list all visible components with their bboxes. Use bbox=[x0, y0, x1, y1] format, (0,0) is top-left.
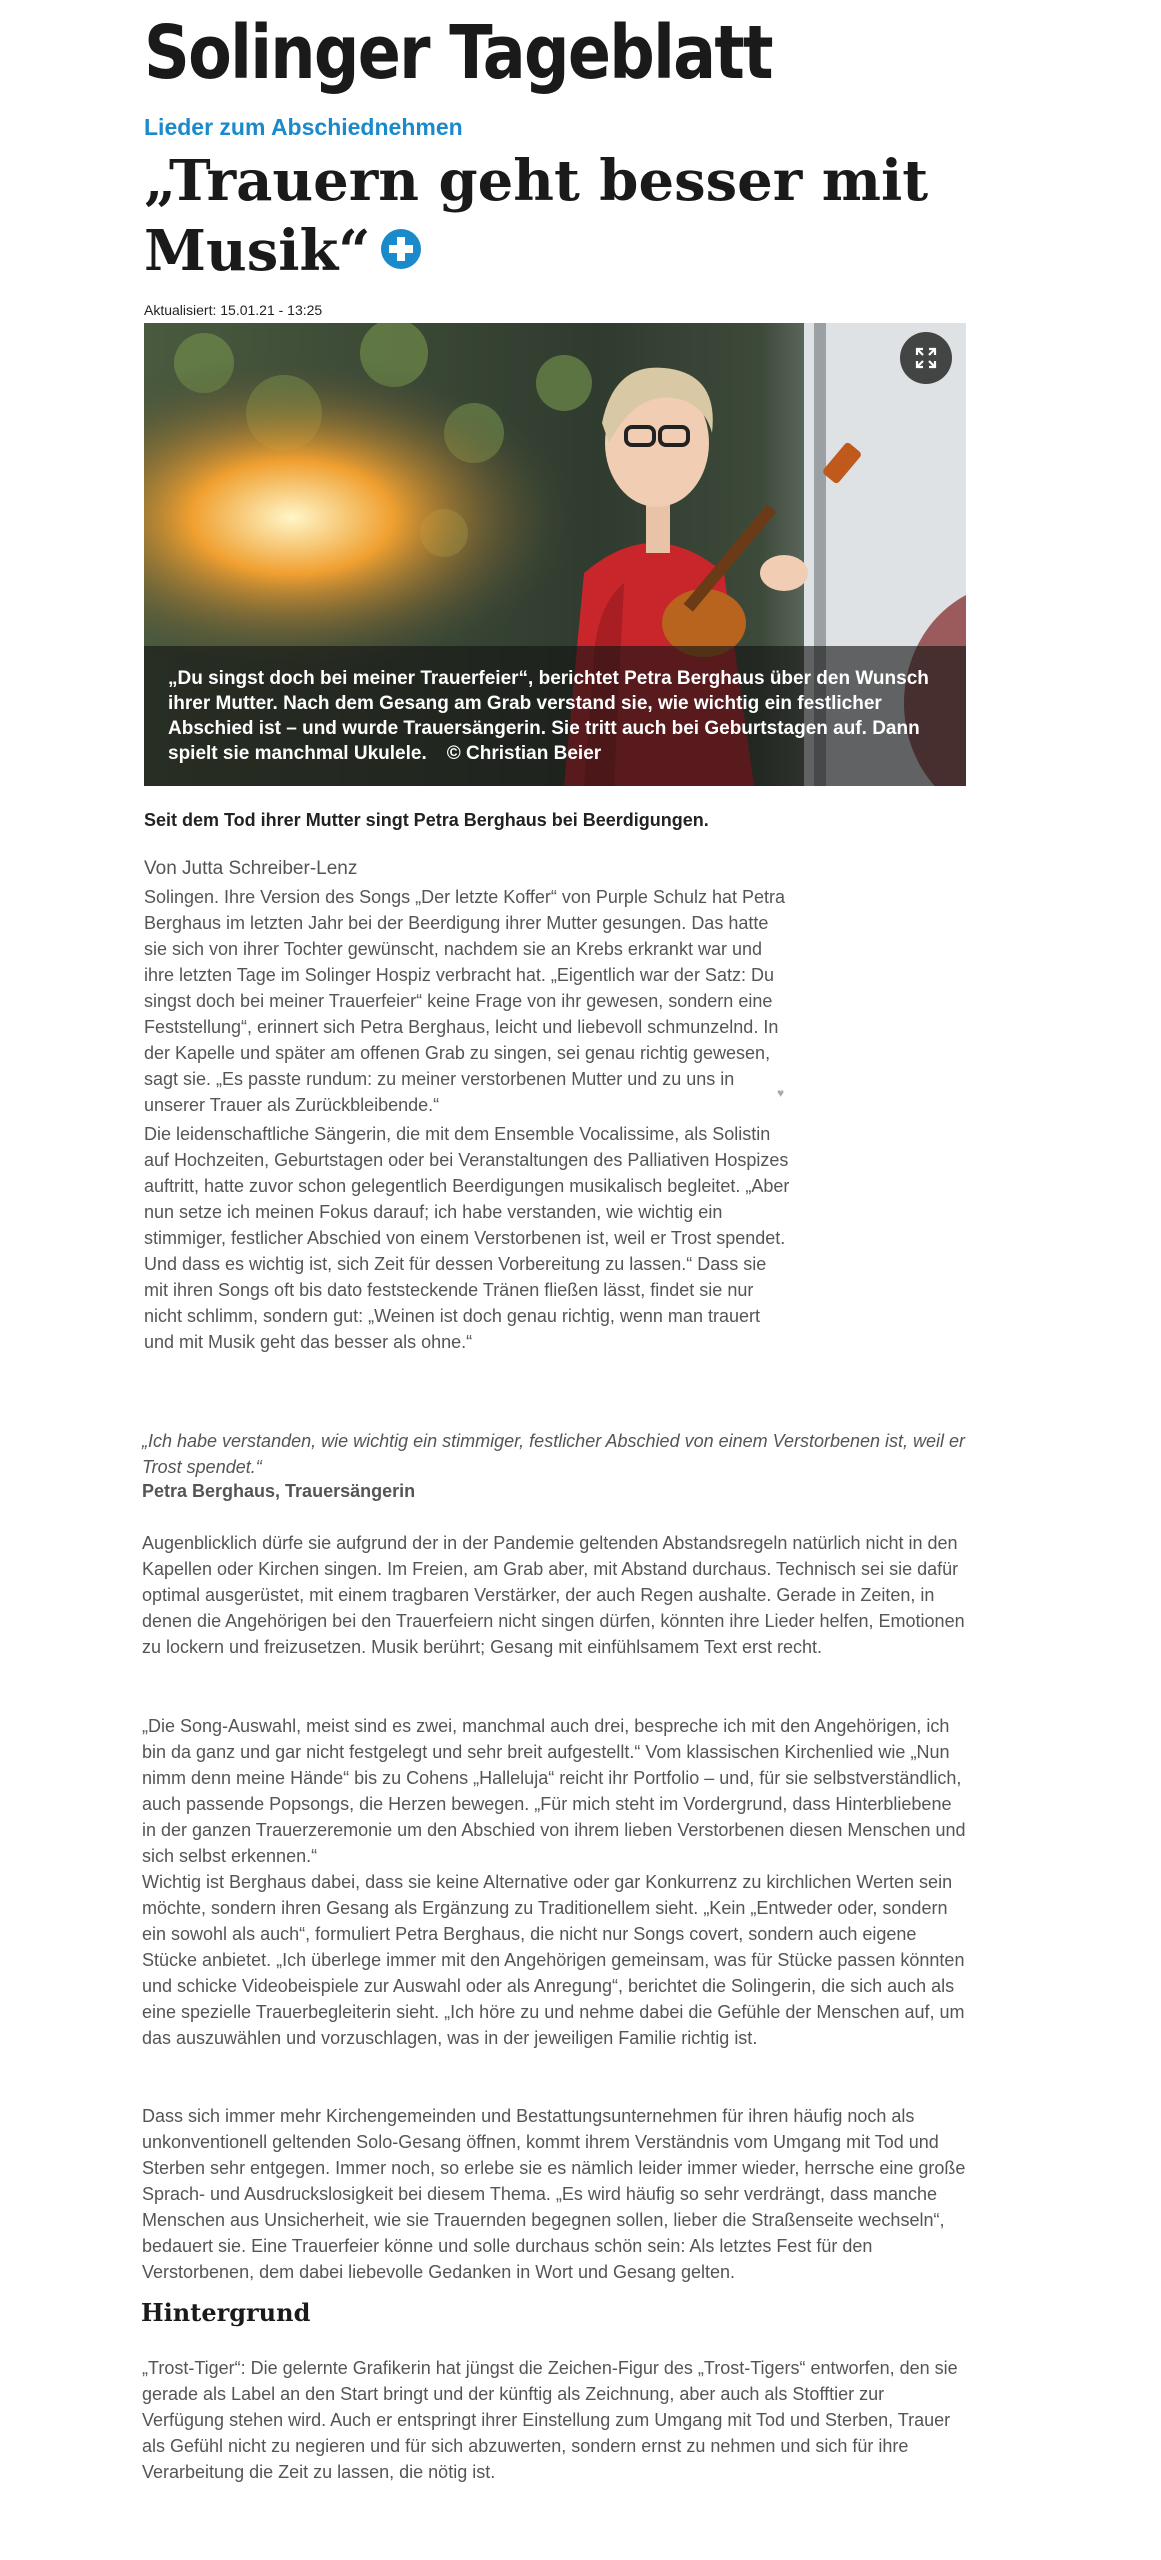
paragraph-text: „Die Song-Auswahl, meist sind es zwei, manchmal auch drei, bespreche ich mit den Angehörigen, ich bin da ganz und gar nicht festgelegt und sehr breit aufgestellt.“ Vom klassischen Kirchenlied wie „Nun nimm denn meine Hände“ bis zu Cohens „Halleluja“ reicht ihr Portfolio – und, für sie selbstverständlich, auch passende Popsongs, die Herzen bewegen. „Für mich steht im Vordergrund, dass Hinterbliebene in der ganzen Trauerzeremonie um den Abschied von ihrem lieben Verstorbenen diesen Menschen und sich selbst erkennen.“ bbox=[142, 1716, 966, 1866]
follow-plus-icon[interactable] bbox=[381, 229, 421, 269]
fullscreen-button[interactable] bbox=[900, 332, 952, 384]
caption-text: „Du singst doch bei meiner Trauerfeier“, berichtet Petra Berghaus über den Wunsch ihrer Mutter. Nach dem Gesang am Grab verstand sie, wie wichtig ein festlicher Abschied ist – und wurde Trauersängerin. Sie tritt auch bei Geburtstagen auf. Dann spielt sie manchmal Ukulele. bbox=[168, 668, 929, 764]
pull-quote: „Ich habe verstanden, wie wichtig ein stimmiger, festlicher Abschied von einem Verstorbenen ist, weil er Trost spendet.“ bbox=[142, 1431, 966, 1477]
paragraph-text: Dass sich immer mehr Kirchengemeinden und Bestattungsunternehmen für ihren häufig noch als unkonventionell geltenden Solo-Gesang öffnen, kommt ihrem Verständnis vom Umgang mit Tod und Sterben sehr entgegen. Immer noch, so erlebe sie es nämlich leider immer wieder, herrsche eine große Sprach- und Ausdruckslosigkeit bei diesem Thema. „Es wird häufig so sehr verdrängt, dass manche Menschen aus Unsicherheit, wie sie Trauernden begegnen sollen, lieber die Straßenseite wechseln“, bedauert sie. Eine Trauerfeier könne und solle durchaus schön sein: Als letztes Fest für den Verstorbenen, dem dabei liebevolle Gedanken in Wort und Gesang gelten. bbox=[142, 2106, 966, 2282]
body-paragraph-6 bbox=[142, 2103, 968, 2285]
body-paragraph-2 bbox=[144, 1121, 794, 1355]
body-paragraph-1 bbox=[144, 884, 794, 1118]
article-headline bbox=[144, 146, 964, 286]
paragraph-text: Solingen. Ihre Version des Songs „Der letzte Koffer“ von Purple Schulz hat Petra Berghaus im letzten Jahr bei der Beerdigung ihrer Mutter gesungen. Das hatte sie sich von ihrer Tochter gewünscht, nachdem sie an Krebs erkrankt war und ihre letzten Tage im Solinger Hospiz verbracht hat. „Eigentlich war der Satz: Du singst doch bei meiner Trauerfeier“ keine Frage von ihr gewesen, sondern eine Feststellung“, erinnert sich Petra Berghaus, leicht und liebevoll schmunzelnd. In der Kapelle und später am offenen Grab zu singen, sei genau richtig gewesen, sagt sie. „Es passte rundum: zu meiner verstorbenen Mutter und zu uns in unserer Trauer als Zurückbleibende.“ bbox=[144, 887, 786, 1115]
article-image[interactable] bbox=[144, 323, 966, 786]
body-paragraph-5 bbox=[142, 1869, 968, 2051]
article-lead: Seit dem Tod ihrer Mutter singt Petra Berghaus bei Beerdigungen. bbox=[144, 810, 709, 830]
photo-credit: © Christian Beier bbox=[446, 743, 602, 764]
body-paragraph-3 bbox=[142, 1530, 968, 1660]
body-paragraph-4 bbox=[142, 1713, 968, 1869]
paragraph-text: Wichtig ist Berghaus dabei, dass sie keine Alternative oder gar Konkurrenz zu kirchlichen Werten sein möchte, sondern ihren Gesang als Ergänzung zu Traditionellem sieht. „Kein „Entweder oder, sondern ein sowohl als auch“, formuliert Petra Berghaus, die nicht nur Songs covert, sondern auch eigene Stücke anbietet. „Ich überlege immer mit den Angehörigen gemeinsam, was für Stücke passen könnten und schicke Videobeispiele zur Auswahl oder als Anregung“, berichtet die Solingerin, die sich auch als eine spezielle Trauerbegleiterin sieht. „Ich höre zu und nehme dabei die Gefühle der Menschen auf, um das auszuwählen und vorzuschlagen, was in der jeweiligen Familie richtig ist. bbox=[142, 1872, 965, 2048]
body-paragraph-7 bbox=[142, 2355, 968, 2485]
paragraph-text: Augenblicklich dürfe sie aufgrund der in der Pandemie geltenden Abstandsregeln natürlich nicht in den Kapellen oder Kirchen singen. Im Freien, am Grab aber, mit Abstand durchaus. Technisch sei sie dafür optimal ausgerüstet, mit einem tragbaren Verstärker, der auch Regen aushalte. Gerade in Zeiten, in denen die Angehörigen bei den Trauerfeiern nicht singen dürfen, könnten ihre Lieder helfen, Emotionen zu lockern und freizusetzen. Musik berührt; Gesang mit einfühlsamem Text erst recht. bbox=[142, 1533, 965, 1657]
section-heading-hintergrund: Hintergrund bbox=[141, 2298, 311, 2327]
updated-timestamp: Aktualisiert: 15.01.21 - 13:25 bbox=[144, 302, 323, 318]
headline-text: „Trauern geht besser mit Musik“ bbox=[144, 148, 929, 284]
quote-author: Petra Berghaus, Trauersängerin bbox=[142, 1481, 416, 1501]
masthead-logo[interactable]: Solinger Tageblatt bbox=[144, 10, 772, 96]
image-caption bbox=[144, 646, 966, 786]
expand-icon bbox=[914, 346, 938, 370]
article-kicker: Lieder zum Abschiednehmen bbox=[144, 114, 463, 140]
paragraph-text: Die leidenschaftliche Sängerin, die mit dem Ensemble Vocalissime, als Solistin auf Hochzeiten, Geburtstagen oder bei Veranstaltungen des Palliativen Hospizes auftritt, hatte zuvor schon gelegentlich Beerdigungen musikalisch begleitet. „Aber nun setze ich meinen Fokus darauf; ich habe verstanden, wie wichtig ein stimmiger, festlicher Abschied von einem Verstorbenen ist, weil er Trost spendet. Und dass es wichtig ist, sich Zeit für dessen Vorbereitung zu lassen.“ Dass sie mit ihren Songs oft bis dato feststeckende Tränen fließen lässt, findet sie nur nicht schlimm, sondern gut: „Weinen ist doch genau richtig, wenn man trauert und mit Musik geht das besser als ohne.“ bbox=[144, 1124, 790, 1352]
author-byline: Von Jutta Schreiber-Lenz bbox=[144, 858, 358, 879]
heart-icon: ♥ bbox=[777, 1086, 785, 1100]
paragraph-text: „Trost-Tiger“: Die gelernte Grafikerin hat jüngst die Zeichen-Figur des „Trost-Tigers“ entworfen, den sie gerade als Label an den Start bringt und der künftig als Zeichnung, aber auch als Stofftier zur Verfügung stehen wird. Auch er entspringt ihrer Einstellung zum Umgang mit Tod und Sterben, Trauer als Gefühl nicht zu negieren und für sich abzuwerten, sondern ernst zu nehmen und sich für ihre Verarbeitung die Zeit zu lassen, die nötig ist. bbox=[142, 2358, 958, 2482]
